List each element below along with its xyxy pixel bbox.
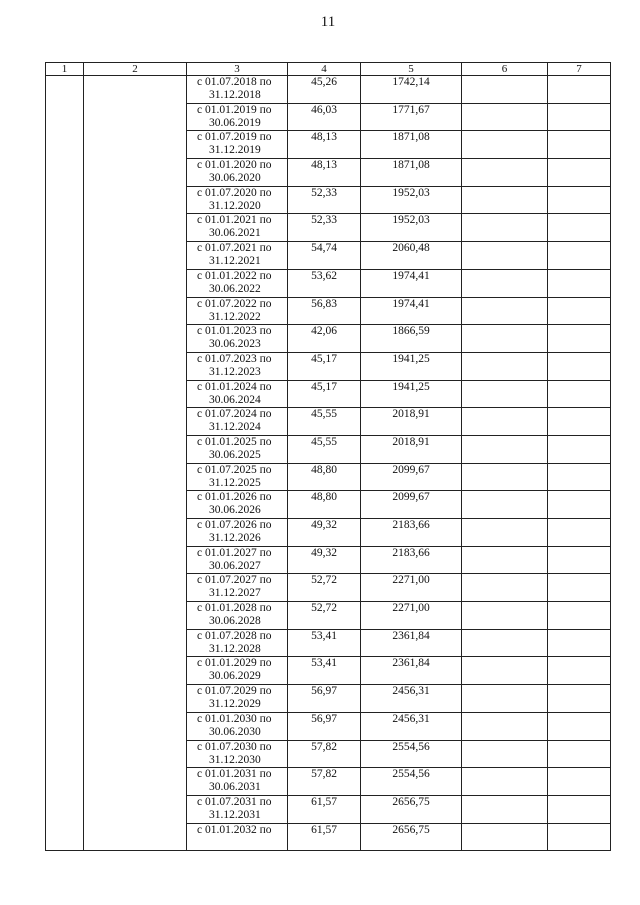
column-5-value: 1742,14	[361, 76, 462, 104]
column-4-value: 52,33	[288, 186, 361, 214]
column-4-value: 46,03	[288, 103, 361, 131]
column-6-cell	[462, 546, 548, 574]
column-7-cell	[548, 352, 611, 380]
column-7-cell	[548, 602, 611, 630]
period-end: 30.06.2029	[209, 670, 261, 683]
column-7-cell	[548, 269, 611, 297]
period-cell	[187, 214, 288, 242]
column-7-cell	[548, 186, 611, 214]
period-start: с 01.07.2027 по	[197, 574, 272, 587]
column-5-value: 1974,41	[361, 269, 462, 297]
column-4-value: 45,55	[288, 408, 361, 436]
column-5-value: 2456,31	[361, 685, 462, 713]
period-end: 31.12.2021	[209, 255, 261, 268]
column-6-cell	[462, 740, 548, 768]
column-5-value: 2271,00	[361, 602, 462, 630]
period-start: с 01.07.2031 по	[197, 795, 272, 808]
period-end: 31.12.2018	[209, 89, 261, 101]
period-end: 31.12.2019	[209, 144, 261, 157]
column-6-cell	[462, 76, 548, 104]
column-4-value: 53,41	[288, 657, 361, 685]
column-7-cell	[548, 131, 611, 159]
column-5-value: 2456,31	[361, 712, 462, 740]
column-6-cell	[462, 103, 548, 131]
column-6-cell	[462, 159, 548, 187]
period-cell	[187, 602, 288, 630]
period-start: с 01.01.2029 по	[197, 657, 272, 670]
column-6-cell	[462, 795, 548, 823]
period-start: с 01.01.2021 по	[197, 214, 272, 227]
period-start: с 01.01.2027 по	[197, 546, 272, 559]
column-4-value: 61,57	[288, 795, 361, 823]
period-start: с 01.07.2018 по	[197, 76, 272, 88]
column-7-cell	[548, 214, 611, 242]
column-4-value: 48,80	[288, 491, 361, 519]
period-cell	[187, 685, 288, 713]
column-header-3: 3	[187, 63, 288, 76]
period-cell	[187, 519, 288, 547]
period-end: 31.12.2022	[209, 310, 261, 323]
column-4-value: 57,82	[288, 768, 361, 796]
column-7-cell	[548, 740, 611, 768]
column-7-cell	[548, 712, 611, 740]
period-end: 31.12.2024	[209, 421, 261, 434]
column-4-value: 57,82	[288, 740, 361, 768]
column-6-cell	[462, 629, 548, 657]
column-5-value: 1866,59	[361, 325, 462, 353]
column-5-value: 2554,56	[361, 768, 462, 796]
column-6-cell	[462, 491, 548, 519]
tariff-table	[45, 62, 611, 851]
column-5-value: 1941,25	[361, 380, 462, 408]
period-cell	[187, 159, 288, 187]
column-7-cell	[548, 103, 611, 131]
period-end: 30.06.2022	[209, 282, 261, 295]
period-start: с 01.01.2023 по	[197, 325, 272, 338]
period-end: 31.12.2031	[209, 808, 261, 821]
column-7-cell	[548, 408, 611, 436]
column-4-value: 52,33	[288, 214, 361, 242]
column-6-cell	[462, 297, 548, 325]
period-cell	[187, 186, 288, 214]
column-6-cell	[462, 768, 548, 796]
column-4-value: 48,13	[288, 159, 361, 187]
column-7-cell	[548, 435, 611, 463]
period-end: 30.06.2027	[209, 559, 261, 572]
period-start: с 01.01.2025 по	[197, 435, 272, 448]
column-7-cell	[548, 159, 611, 187]
column-6-cell	[462, 463, 548, 491]
column-7-cell	[548, 297, 611, 325]
column-6-cell	[462, 380, 548, 408]
period-cell	[187, 823, 288, 851]
column-4-value: 42,06	[288, 325, 361, 353]
column-7-cell	[548, 768, 611, 796]
column-6-cell	[462, 325, 548, 353]
period-start: с 01.01.2031 по	[197, 768, 272, 781]
page-number: 11	[320, 14, 336, 30]
period-cell	[187, 242, 288, 270]
column-6-cell	[462, 519, 548, 547]
column-4-value: 56,83	[288, 297, 361, 325]
period-cell	[187, 408, 288, 436]
period-start: с 01.01.2019 по	[197, 103, 272, 116]
period-start: с 01.07.2028 по	[197, 629, 272, 642]
period-cell	[187, 491, 288, 519]
column-7-cell	[548, 546, 611, 574]
table-row	[46, 76, 611, 104]
column-header-5: 5	[361, 63, 462, 76]
period-cell	[187, 795, 288, 823]
period-start: с 01.07.2023 по	[197, 352, 272, 365]
column-4-value: 52,72	[288, 574, 361, 602]
column-7-cell	[548, 242, 611, 270]
column-6-cell	[462, 823, 548, 851]
period-start: с 01.07.2020 по	[197, 186, 272, 199]
column-4-value: 53,41	[288, 629, 361, 657]
column-7-cell	[548, 76, 611, 104]
column-7-cell	[548, 629, 611, 657]
period-start: с 01.01.2020 по	[197, 159, 272, 172]
period-cell	[187, 629, 288, 657]
period-cell	[187, 325, 288, 353]
column-4-value: 54,74	[288, 242, 361, 270]
column-5-value: 1941,25	[361, 352, 462, 380]
period-end: 30.06.2023	[209, 338, 261, 351]
column-5-value: 2361,84	[361, 629, 462, 657]
column-4-value: 56,97	[288, 712, 361, 740]
period-end: 31.12.2025	[209, 476, 261, 489]
column-header-1: 1	[46, 63, 84, 76]
column-4-value: 53,62	[288, 269, 361, 297]
period-end: 31.12.2026	[209, 532, 261, 544]
column-5-value: 2361,84	[361, 657, 462, 685]
period-start: с 01.07.2025 по	[197, 463, 272, 476]
column-7-cell	[548, 574, 611, 602]
period-end: 30.06.2019	[209, 116, 261, 129]
period-start: с 01.01.2022 по	[197, 269, 272, 282]
column-6-cell	[462, 131, 548, 159]
column-5-value: 1871,08	[361, 131, 462, 159]
column-4-value: 61,57	[288, 823, 361, 851]
column-7-cell	[548, 685, 611, 713]
column-2-cell	[84, 76, 187, 851]
period-cell	[187, 131, 288, 159]
column-6-cell	[462, 602, 548, 630]
column-7-cell	[548, 795, 611, 823]
column-6-cell	[462, 435, 548, 463]
period-start: с 01.07.2021 по	[197, 242, 272, 255]
period-start: с 01.07.2026 по	[197, 519, 272, 531]
period-start: с 01.07.2022 по	[197, 297, 272, 310]
column-5-value: 1771,67	[361, 103, 462, 131]
column-5-value: 1871,08	[361, 159, 462, 187]
column-5-value: 2060,48	[361, 242, 462, 270]
column-number-row	[46, 63, 611, 76]
period-start: с 01.07.2029 по	[197, 685, 272, 698]
period-cell	[187, 380, 288, 408]
column-7-cell	[548, 380, 611, 408]
column-4-value: 48,80	[288, 463, 361, 491]
column-header-7: 7	[548, 63, 611, 76]
period-end: 30.06.2026	[209, 504, 261, 517]
period-end: 31.12.2030	[209, 753, 261, 766]
column-5-value: 2018,91	[361, 408, 462, 436]
period-cell	[187, 352, 288, 380]
period-start: с 01.01.2032 по	[197, 823, 272, 836]
column-7-cell	[548, 519, 611, 547]
column-6-cell	[462, 269, 548, 297]
period-cell	[187, 740, 288, 768]
column-4-value: 56,97	[288, 685, 361, 713]
column-4-value: 52,72	[288, 602, 361, 630]
period-cell	[187, 657, 288, 685]
column-4-value: 49,32	[288, 546, 361, 574]
period-cell	[187, 768, 288, 796]
period-cell	[187, 463, 288, 491]
period-end: 31.12.2027	[209, 587, 261, 600]
period-cell	[187, 269, 288, 297]
period-end: 31.12.2023	[209, 365, 261, 378]
column-5-value: 2183,66	[361, 519, 462, 547]
period-end: 31.12.2028	[209, 642, 261, 655]
column-6-cell	[462, 657, 548, 685]
period-end: 30.06.2020	[209, 172, 261, 185]
period-start: с 01.07.2024 по	[197, 408, 272, 421]
column-4-value: 45,26	[288, 76, 361, 104]
column-5-value: 2099,67	[361, 463, 462, 491]
column-4-value: 45,17	[288, 352, 361, 380]
column-6-cell	[462, 685, 548, 713]
period-start: с 01.01.2024 по	[197, 380, 272, 393]
column-5-value: 2018,91	[361, 435, 462, 463]
column-6-cell	[462, 214, 548, 242]
column-5-value: 2656,75	[361, 823, 462, 851]
period-end: 30.06.2031	[209, 781, 261, 794]
period-cell	[187, 103, 288, 131]
column-5-value: 1952,03	[361, 214, 462, 242]
table-body	[46, 76, 611, 851]
column-7-cell	[548, 463, 611, 491]
period-end: 30.06.2021	[209, 227, 261, 240]
period-end: 30.06.2025	[209, 448, 261, 461]
period-cell	[187, 297, 288, 325]
period-cell	[187, 712, 288, 740]
column-header-4: 4	[288, 63, 361, 76]
column-7-cell	[548, 823, 611, 851]
period-cell	[187, 546, 288, 574]
column-5-value: 1952,03	[361, 186, 462, 214]
column-6-cell	[462, 242, 548, 270]
column-5-value: 1974,41	[361, 297, 462, 325]
column-5-value: 2183,66	[361, 546, 462, 574]
column-7-cell	[548, 491, 611, 519]
column-4-value: 48,13	[288, 131, 361, 159]
column-1-cell	[46, 76, 84, 851]
column-6-cell	[462, 574, 548, 602]
column-5-value: 2271,00	[361, 574, 462, 602]
period-start: с 01.01.2030 по	[197, 712, 272, 725]
column-5-value: 2656,75	[361, 795, 462, 823]
period-start: с 01.01.2028 по	[197, 602, 272, 615]
column-5-value: 2554,56	[361, 740, 462, 768]
period-end: 31.12.2020	[209, 199, 261, 212]
period-start: с 01.07.2030 по	[197, 740, 272, 753]
period-start: с 01.07.2019 по	[197, 131, 272, 144]
period-cell	[187, 574, 288, 602]
column-6-cell	[462, 186, 548, 214]
column-7-cell	[548, 325, 611, 353]
column-7-cell	[548, 657, 611, 685]
column-4-value: 49,32	[288, 519, 361, 547]
column-6-cell	[462, 352, 548, 380]
period-end: 30.06.2024	[209, 393, 261, 406]
period-end: 30.06.2030	[209, 725, 261, 738]
period-end: 31.12.2029	[209, 698, 261, 711]
column-5-value: 2099,67	[361, 491, 462, 519]
column-header-2: 2	[84, 63, 187, 76]
period-cell	[187, 76, 288, 104]
column-6-cell	[462, 712, 548, 740]
column-4-value: 45,55	[288, 435, 361, 463]
period-end: 30.06.2028	[209, 615, 261, 628]
period-start: с 01.01.2026 по	[197, 491, 272, 504]
column-header-6: 6	[462, 63, 548, 76]
column-6-cell	[462, 408, 548, 436]
column-4-value: 45,17	[288, 380, 361, 408]
period-cell	[187, 435, 288, 463]
